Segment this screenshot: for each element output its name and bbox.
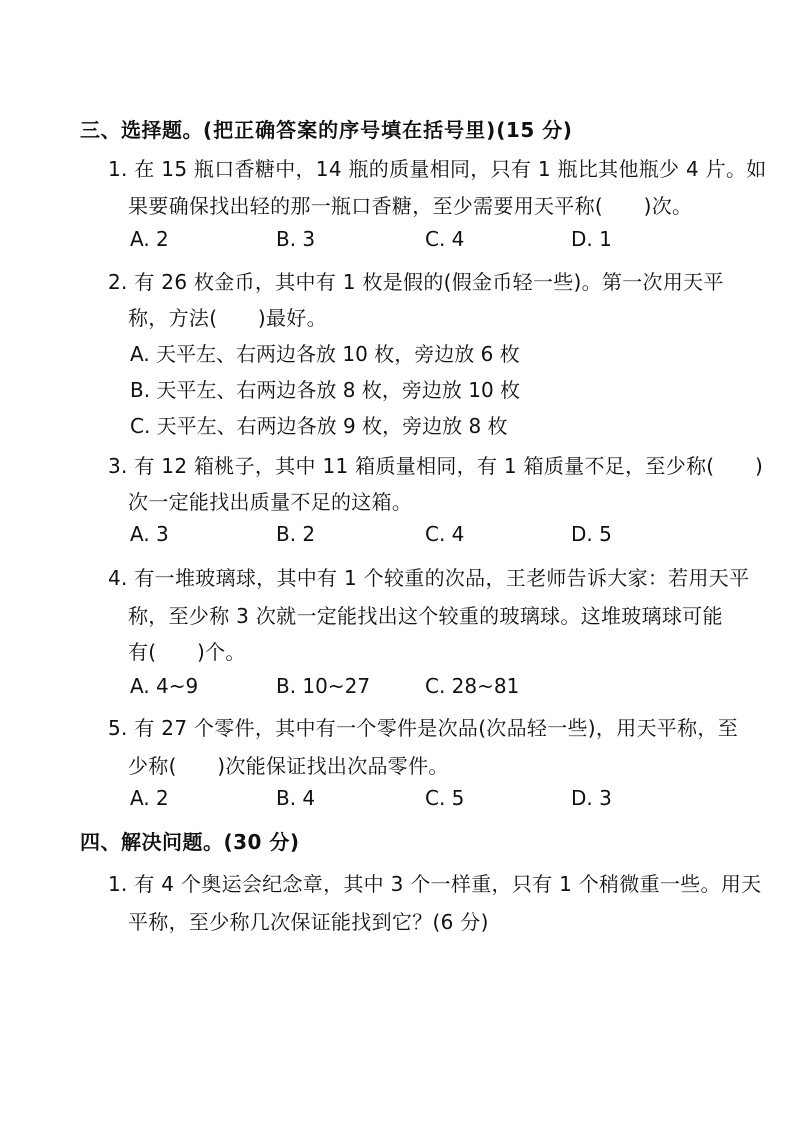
question-2-option-c: C. 天平左、右两边各放 9 枚，旁边放 8 枚	[130, 414, 508, 438]
question-4-line-3: 有( )个。	[128, 640, 246, 664]
problem-1-line-2: 平称，至少称几次保证能找到它？(6 分)	[128, 910, 489, 934]
question-1-line-2: 果要确保找出轻的那一瓶口香糖，至少需要用天平称( )次。	[128, 194, 693, 218]
question-3-option-b: B. 2	[276, 522, 316, 546]
section-4-title	[80, 826, 300, 855]
question-1-option-c: C. 4	[425, 227, 465, 251]
question-3-line-2: 次一定能找出质量不足的这箱。	[128, 490, 413, 514]
question-3-option-c: C. 4	[425, 522, 465, 546]
question-4-option-c: C. 28~81	[425, 674, 520, 698]
section-4-score: (30 分)	[223, 830, 300, 854]
question-3-option-d: D. 5	[571, 522, 612, 546]
question-5-option-b: B. 4	[276, 786, 316, 810]
question-4-option-b: B. 10~27	[276, 674, 371, 698]
question-3-option-a: A. 3	[130, 522, 169, 546]
question-2-option-b: B. 天平左、右两边各放 8 枚，旁边放 10 枚	[130, 378, 521, 402]
section-3-heading: 三、选择题。	[80, 118, 203, 142]
question-1-option-a: A. 2	[130, 227, 169, 251]
question-5-line-1: 5. 有 27 个零件，其中有一个零件是次品(次品轻一些)，用天平称，至	[108, 716, 739, 740]
question-5-option-a: A. 2	[130, 786, 169, 810]
section-3-instruction: (把正确答案的序号填在括号里)	[203, 118, 497, 142]
question-4-line-1: 4. 有一堆玻璃球，其中有 1 个较重的次品，王老师告诉大家：若用天平	[108, 566, 750, 590]
question-4-line-2: 称，至少称 3 次就一定能找出这个较重的玻璃球。这堆玻璃球可能	[128, 604, 723, 628]
question-5-line-2: 少称( )次能保证找出次品零件。	[128, 754, 449, 778]
section-4-heading: 四、解决问题。	[80, 830, 224, 854]
question-5-option-c: C. 5	[425, 786, 465, 810]
section-3-title	[80, 114, 572, 143]
question-2-option-a: A. 天平左、右两边各放 10 枚，旁边放 6 枚	[130, 342, 520, 366]
question-2-line-2: 称，方法( )最好。	[128, 306, 327, 330]
question-1-line-1: 1. 在 15 瓶口香糖中，14 瓶的质量相同，只有 1 瓶比其他瓶少 4 片。如	[108, 157, 767, 181]
section-3-score: (15 分)	[496, 118, 573, 142]
question-4-option-a: A. 4~9	[130, 674, 199, 698]
question-5-option-d: D. 3	[571, 786, 612, 810]
question-3-line-1: 3. 有 12 箱桃子，其中 11 箱质量相同，有 1 箱质量不足，至少称( )	[108, 454, 764, 478]
question-1-option-d: D. 1	[571, 227, 612, 251]
question-1-option-b: B. 3	[276, 227, 316, 251]
question-2-line-1: 2. 有 26 枚金币，其中有 1 枚是假的(假金币轻一些)。第一次用天平	[108, 270, 724, 294]
problem-1-line-1: 1. 有 4 个奥运会纪念章，其中 3 个一样重，只有 1 个稍微重一些。用天	[108, 872, 762, 896]
